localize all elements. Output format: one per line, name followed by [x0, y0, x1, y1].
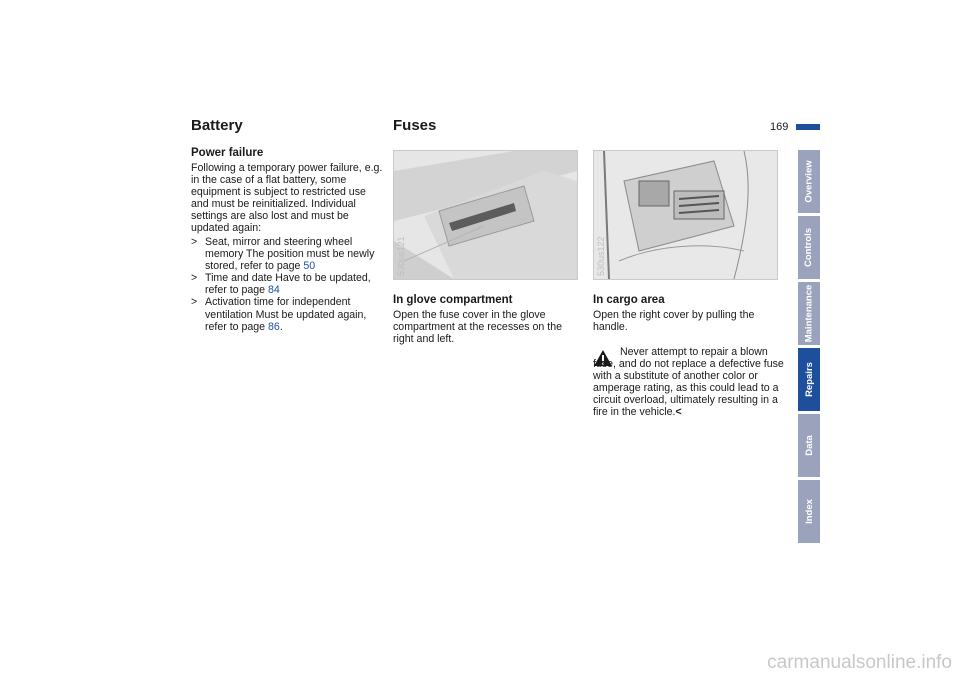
tab-repairs[interactable]: Repairs: [798, 348, 820, 411]
glove-compartment-text: Open the fuse cover in the glove compartment at the recesses on the right and left.: [393, 309, 562, 346]
tab-maintenance[interactable]: Maintenance: [798, 282, 820, 345]
tab-overview[interactable]: Overview: [798, 150, 820, 213]
tab-data[interactable]: Data: [798, 414, 820, 477]
page-link[interactable]: 84: [268, 284, 280, 297]
battery-intro: Following a temporary power failure, e.g. in the case of a flat battery, some equipment is subject to restricted use and must be reinitialized. Individual settings are also lost and must be updated again:: [191, 162, 383, 235]
page-number-bar: [796, 124, 820, 130]
fuses-title: Fuses: [393, 117, 437, 134]
image-code: 530us121: [396, 236, 406, 276]
page-number: 169: [770, 121, 789, 133]
footer-watermark: carmanualsonline.info: [767, 652, 952, 673]
cargo-area-image: [593, 150, 778, 280]
cargo-area-text: Open the right cover by pulling the handle.: [593, 309, 755, 334]
glove-compartment-subtitle: In glove compartment: [393, 294, 513, 306]
glove-compartment-illustration: [394, 151, 577, 279]
warning-text: Never attempt to repair a blown fuse, and do not replace a defective fuse with a substitute of another color or amperage rating, as this could lead to a circuit overload, ultimately resulting in a fire in the vehicle.<: [593, 346, 784, 419]
end-marker: <: [675, 406, 682, 419]
list-marker: >: [191, 272, 198, 285]
list-marker: >: [191, 236, 198, 248]
page-link[interactable]: 50: [303, 260, 316, 273]
list-item-text: Seat, mirror and steering wheel memory The position must be newly stored, refer to page: [205, 236, 375, 273]
list-item: [191, 272, 385, 296]
page-link[interactable]: 86: [268, 320, 280, 333]
list-item: [191, 236, 385, 272]
cargo-area-illustration: [594, 151, 777, 279]
battery-list: [191, 236, 385, 333]
cargo-area-subtitle: In cargo area: [593, 294, 665, 306]
list-marker: >: [191, 296, 198, 309]
image-code: 530us122: [596, 236, 606, 276]
glove-compartment-image: [393, 150, 578, 280]
power-failure-subtitle: Power failure: [191, 147, 264, 159]
list-item: > Activation time for independent ventilation Must be updated again, refer to page 86.: [191, 296, 367, 333]
tab-index[interactable]: Index: [798, 480, 820, 543]
list-item-text: Activation time for independent ventilation Must be updated again, refer to page: [205, 296, 367, 333]
tab-controls[interactable]: Controls: [798, 216, 820, 279]
battery-title: Battery: [191, 117, 243, 134]
list-item-text: Time and date Have to be updated, refer to page: [205, 272, 371, 297]
